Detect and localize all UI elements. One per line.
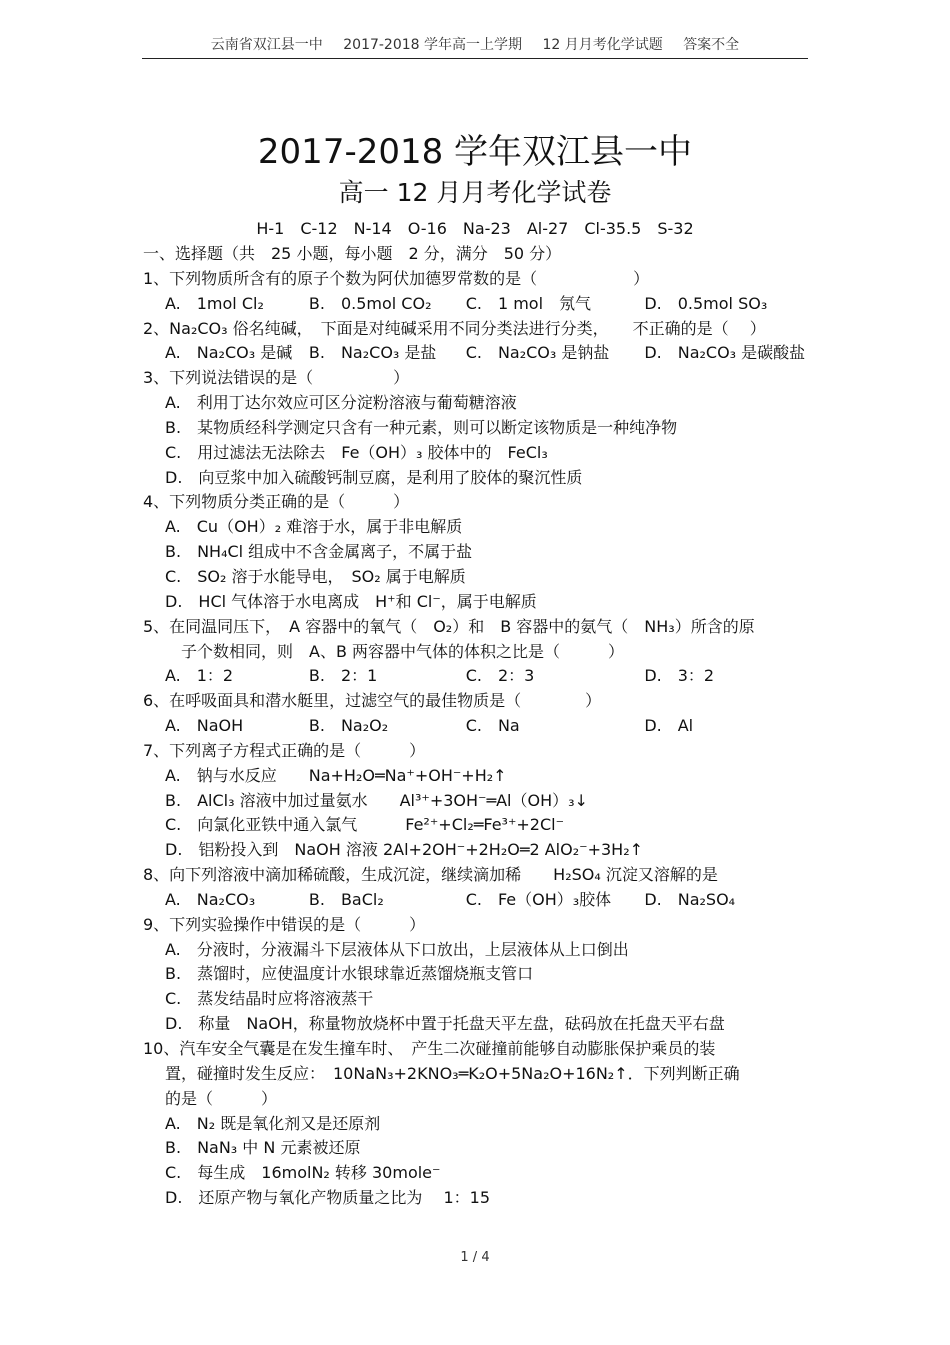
option-a: A. 钠与水反应 Na+H₂O═Na⁺+OH⁻+H₂↑ (165, 765, 507, 785)
atomic-mass-item: Cl-35.5 (584, 219, 642, 238)
header-note: 答案不全 (683, 37, 740, 53)
question-stem: 4、下列物质分类正确的是（ ） (143, 492, 410, 512)
option-d: D. 还原产物与氧化产物质量之比为 1：15 (165, 1188, 491, 1208)
atomic-mass-item: Al-27 (526, 219, 569, 238)
atomic-mass-item: S-32 (657, 219, 694, 238)
question-stem: 的是（ ） (165, 1088, 278, 1108)
option-a: A. Na₂CO₃ 是碱 (165, 343, 293, 363)
question-stem: 5、在同温同压下， A 容器中的氧气（ O₂）和 B 容器中的氨气（ NH₃）所含的原 (143, 616, 755, 636)
atomic-mass-item: Na-23 (462, 219, 511, 238)
atomic-mass-item: O-16 (407, 219, 447, 238)
question-3 (143, 366, 813, 490)
option-b: B. NH₄Cl 组成中不含金属离子，不属于盐 (165, 542, 473, 562)
option-c: C. 用过滤法无法除去 Fe（OH）₃ 胶体中的 FeCl₃ (165, 442, 548, 462)
options-row (143, 664, 813, 689)
option-a: A. Cu（OH）₂ 难溶于水，属于非电解质 (165, 517, 463, 537)
option-b: B. 2：1 (308, 666, 378, 686)
question-stem: 10、汽车安全气囊是在发生撞车时、 产生二次碰撞前能够自动膨胀保护乘员的装 (143, 1039, 716, 1058)
question-list (143, 242, 813, 1211)
question-stem: 1、下列物质所含有的原子个数为阿伏加德罗常数的是（ ） (143, 268, 650, 288)
option-a: A. NaOH (165, 716, 244, 736)
option-d: D. Na₂SO₄ (644, 889, 736, 909)
question-stem: 9、下列实验操作中错误的是（ ） (143, 914, 426, 934)
option-a: A. 1mol Cl₂ (165, 293, 264, 313)
question-8 (143, 863, 813, 913)
question-stem: 7、下列离子方程式正确的是（ ） (143, 740, 426, 760)
question-stem: 2、Na₂CO₃ 俗名纯碱， 下面是对纯碱采用不同分类法进行分类， 不正确的是（ ） (143, 318, 766, 338)
option-a: A. Na₂CO₃ (165, 889, 256, 909)
question-stem: 置，碰撞时发生反应： 10NaN₃+2KNO₃═K₂O+5Na₂O+16N₂↑．下列判断正确 (165, 1063, 740, 1083)
option-c: C. 2：3 (465, 666, 535, 686)
option-d: D. 向豆浆中加入硫酸钙制豆腐，是利用了胶体的聚沉性质 (165, 467, 583, 487)
option-b: B. AlCl₃ 溶液中加过量氨水 Al³⁺+3OH⁻═Al（OH）₃↓ (165, 790, 588, 810)
option-c: C. 1 mol 氖气 (465, 293, 592, 313)
atomic-mass-item: H-1 (256, 219, 285, 238)
options-row (143, 714, 813, 739)
option-c: C. Na (465, 716, 520, 736)
option-a: A. 利用丁达尔效应可区分淀粉溶液与葡萄糖溶液 (165, 393, 517, 413)
option-b: B. 蒸馏时，应使温度计水银球靠近蒸馏烧瓶支管口 (165, 964, 534, 984)
atomic-mass-item: N-14 (353, 219, 392, 238)
option-c: C. 向氯化亚铁中通入氯气 Fe²⁺+Cl₂═Fe³⁺+2Cl⁻ (165, 815, 565, 835)
option-c: C. 每生成 16molN₂ 转移 30mole⁻ (165, 1163, 441, 1183)
option-d: D. 称量 NaOH，称量物放烧杯中置于托盘天平左盘，砝码放在托盘天平右盘 (165, 1014, 725, 1034)
option-a: A. N₂ 既是氧化剂又是还原剂 (165, 1113, 381, 1133)
option-c: C. Na₂CO₃ 是钠盐 (465, 343, 610, 363)
page-number: 1 / 4 (460, 1250, 490, 1265)
page-title: 2017-2018 学年双江县一中 (257, 132, 693, 172)
options-row (143, 341, 813, 366)
option-d: D. 3：2 (644, 666, 715, 686)
option-d: D. 0.5mol SO₃ (644, 293, 768, 313)
header-term: 2017-2018 学年高一上学期 (343, 37, 523, 53)
question-1 (143, 267, 813, 317)
option-b: B. Na₂CO₃ 是盐 (308, 343, 437, 363)
atomic-mass-item: C-12 (300, 219, 338, 238)
option-a: A. 分液时，分液漏斗下层液体从下口放出，上层液体从上口倒出 (165, 939, 629, 959)
header-school: 云南省双江县一中 (210, 37, 323, 53)
option-b: B. NaN₃ 中 N 元素被还原 (165, 1138, 361, 1158)
question-stem: 8、向下列溶液中滴加稀硫酸，生成沉淀，继续滴加稀 H₂SO₄ 沉淀又溶解的是 (143, 865, 718, 885)
page-header (142, 34, 808, 59)
option-d: D. HCl 气体溶于水电离成 H⁺和 Cl⁻，属于电解质 (165, 591, 537, 611)
option-b: B. 0.5mol CO₂ (308, 293, 432, 313)
option-b: B. BaCl₂ (308, 889, 384, 909)
question-4 (143, 490, 813, 614)
question-7 (143, 739, 813, 863)
options-row (143, 888, 813, 913)
section-heading: 一、选择题（共 25 小题，每小题 2 分，满分 50 分） (143, 244, 562, 263)
option-c: C. SO₂ 溶于水能导电， SO₂ 属于电解质 (165, 566, 466, 586)
page-subtitle: 高一 12 月月考化学试卷 (338, 178, 612, 207)
question-stem: 子个数相同，则 A、B 两容器中气体的体积之比是（ ） (181, 641, 625, 661)
header-exam: 12 月月考化学试题 (542, 37, 663, 53)
question-6 (143, 689, 813, 739)
option-a: A. 1：2 (165, 666, 234, 686)
options-row (143, 292, 813, 317)
atomic-masses (0, 219, 950, 238)
question-5 (143, 615, 813, 690)
option-c: C. 蒸发结晶时应将溶液蒸干 (165, 989, 374, 1009)
option-d: D. Na₂CO₃ 是碳酸盐 (644, 343, 806, 363)
question-10 (143, 1037, 813, 1211)
option-d: D. Al (644, 716, 694, 736)
question-stem: 3、下列说法错误的是（ ） (143, 368, 410, 388)
option-c: C. Fe（OH）₃胶体 (465, 889, 612, 909)
option-b: B. Na₂O₂ (308, 716, 389, 736)
question-9 (143, 913, 813, 1037)
option-b: B. 某物质经科学测定只含有一种元素，则可以断定该物质是一种纯净物 (165, 417, 678, 437)
option-d: D. 铝粉投入到 NaOH 溶液 2Al+2OH⁻+2H₂O═2 AlO₂⁻+3H₂↑ (165, 840, 644, 860)
question-stem: 6、在呼吸面具和潜水艇里，过滤空气的最佳物质是（ ） (143, 691, 602, 711)
question-2 (143, 317, 813, 367)
